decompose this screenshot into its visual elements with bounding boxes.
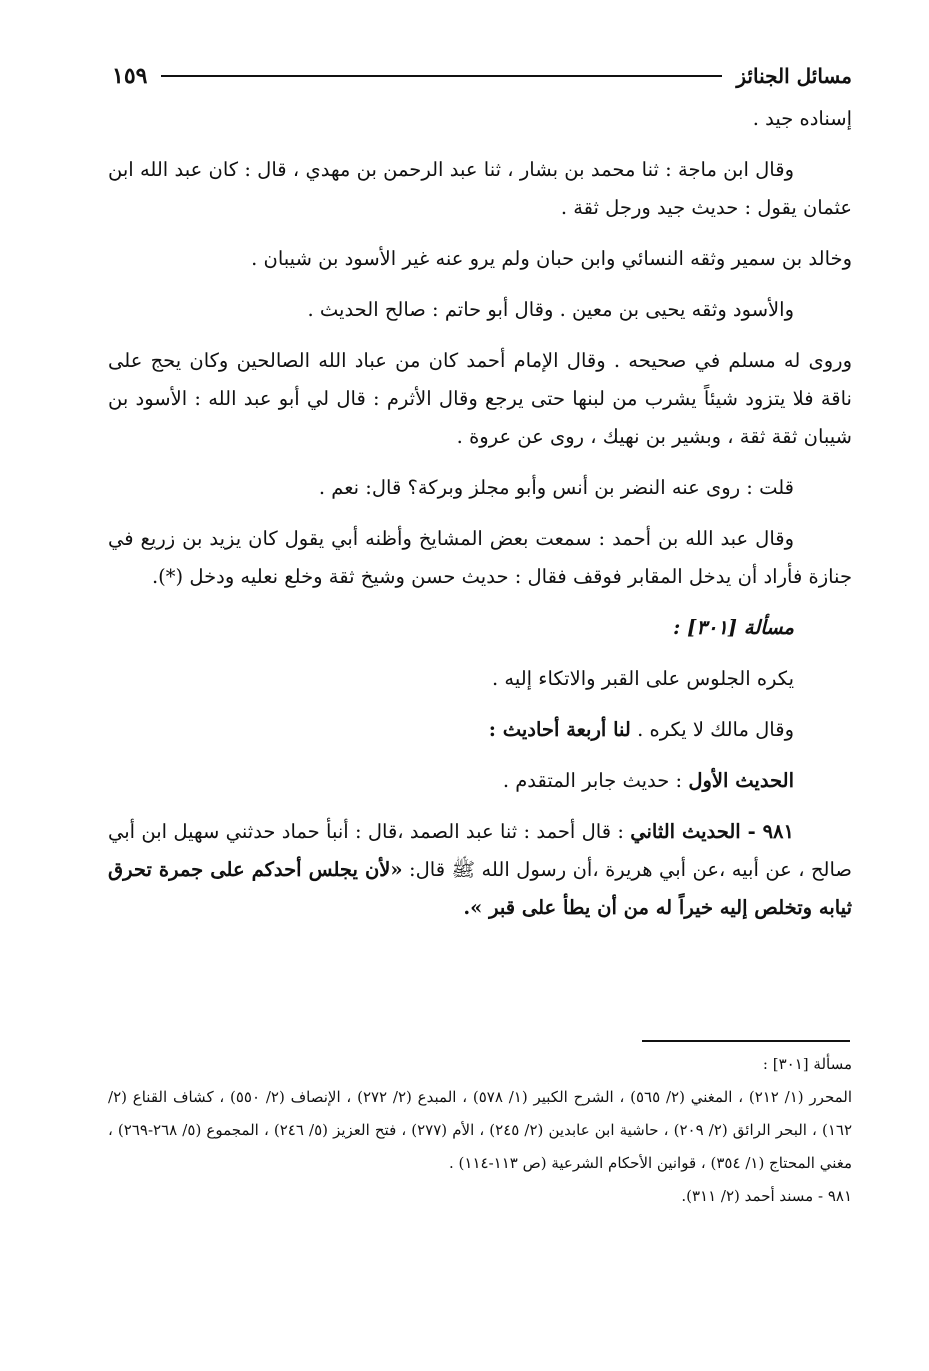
bold-phrase: لنا أربعة أحاديث : [488,718,631,741]
paragraph-text: : قال أحمد : ثنا عبد الصمد ،قال : أنبأ حماد حدثني سهيل ابن أبي صالح ، عن أبيه ،عن أبي هريرة ،أن رسول الله ﷺ قال: [108,820,852,881]
issue-heading: مسألة [٣٠١] : [673,616,794,639]
paragraph [108,813,852,927]
footnote-heading: مسألة [٣٠١] : [762,1055,852,1073]
paragraph: والأسود وثقه يحيى بن معين . وقال أبو حاتم : صالح الحديث . [307,298,794,321]
paragraph-text: وقال مالك لا يكره . [637,718,794,741]
paragraph: إسناده جيد . [752,107,852,130]
paragraph: قلت : روى عنه النضر بن أنس وأبو مجلز وبركة؟ قال: نعم . [318,476,794,499]
running-header [112,58,852,94]
hadith-label: الحديث الأول [688,769,794,792]
paragraph: وروى له مسلم في صحيحه . وقال الإمام أحمد كان من عباد الله الصالحين وكان يحج على ناقة فلا يتزود شيئاً يشرب من لبنها حتى يرجع وقال الأثرم : قال لي أبو عبد الله : الأسود بن شيبان ثقة ثقة ، وبشير بن نهيك ، روى عن عروة . [108,349,852,448]
footnote: ٩٨١ - مسند أحمد (٢/ ٣١١). [681,1187,852,1205]
paragraph [108,762,852,800]
footnotes [108,1048,852,1213]
footnote: المحرر (١/ ٢١٢) ، المغني (٢/ ٥٦٥) ، الشرح الكبير (١/ ٥٧٨) ، المبدع (٢/ ٢٧٢) ، الإنصاف (٢/ ٥٥٠) ، كشاف القناع (٢/ ١٦٢) ، البحر الرائق (٢/ ٢٠٩) ، حاشية ابن عابدين (٢/ ٢٤٥) ، الأم (٢٧٧) ، فتح العزيز (٥/ ٢٤٦) ، المجموع (٥/ ٢٦٨-٢٦٩) ، مغني المحتاج (١/ ٣٥٤) ، قوانين الأحكام الشرعية (ص ١١٣-١١٤) . [108,1088,853,1172]
main-text [108,100,852,940]
footnote-divider [642,1040,850,1042]
paragraph [108,711,852,749]
chapter-title: مسائل الجنائز [736,64,852,88]
paragraph-text: : حديث جابر المتقدم . [502,769,683,792]
hadith-text: «لأن يجلس أحدكم على جمرة تحرق ثيابه وتخلص إليه خيراً له من أن يطأ على قبر ». [108,858,852,919]
paragraph: وقال عبد الله بن أحمد : سمعت بعض المشايخ وأظنه أبي يقول كان يزيد بن زريع في جنازة فأراد أن يدخل المقابر فوقف فقال : حديث حسن وشيخ ثقة وخلع نعليه ودخل (*). [108,527,852,588]
page-number: ١٥٩ [112,63,148,89]
paragraph: يكره الجلوس على القبر والاتكاء إليه . [491,667,794,690]
paragraph: وقال ابن ماجة : ثنا محمد بن بشار ، ثنا عبد الرحمن بن مهدي ، قال : كان عبد الله ابن عثمان يقول : حديث جيد ورجل ثقة . [108,158,852,219]
hadith-label: ٩٨١ - الحديث الثاني [630,820,794,843]
header-rule [161,75,722,77]
paragraph: وخالد بن سمير وثقه النسائي وابن حبان ولم يرو عنه غير الأسود بن شيبان . [251,247,852,270]
